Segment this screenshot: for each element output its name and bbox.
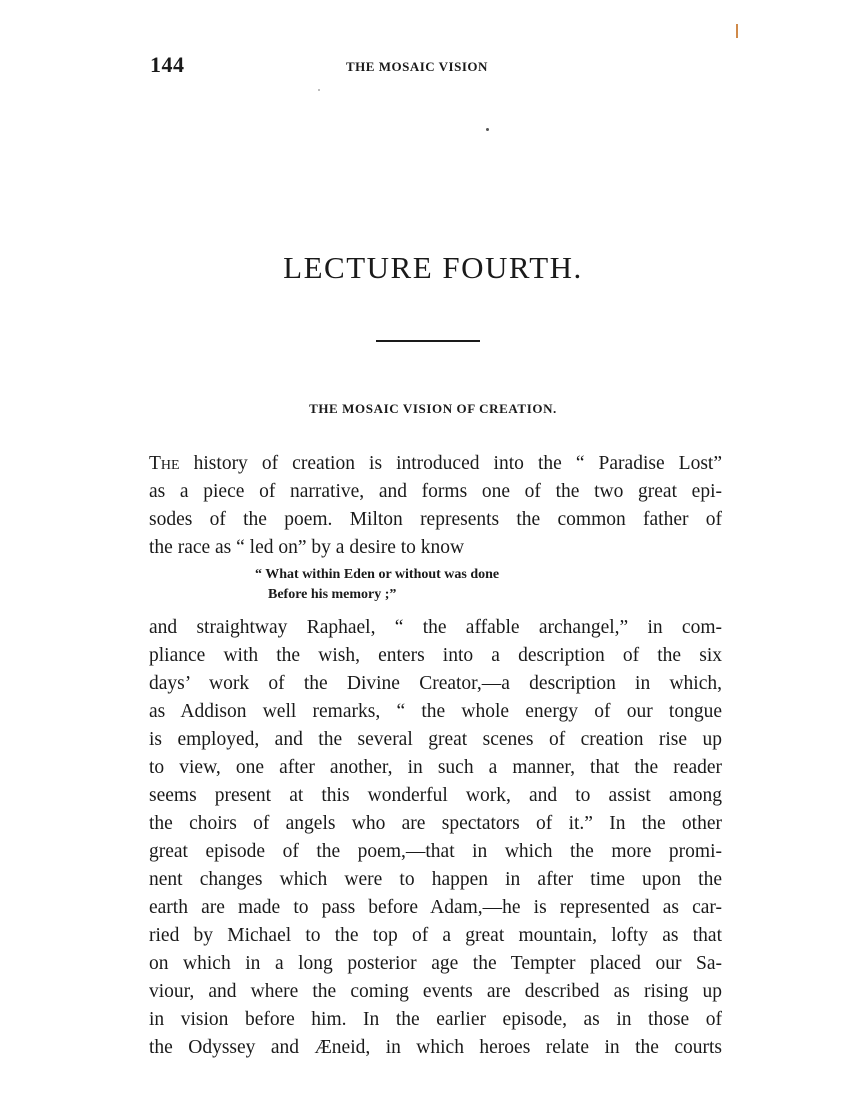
text-line: earth are made to pass before Adam,—he is represented as car-: [149, 897, 722, 918]
text-line: is employed, and the several great scenes of creation rise up: [149, 729, 722, 750]
text-line: in vision before him. In the earlier episode, as in those of: [149, 1009, 722, 1030]
running-head: THE MOSAIC VISION: [346, 59, 488, 74]
text-line: the Odyssey and Æneid, in which heroes relate in the courts: [149, 1037, 722, 1058]
text-line: nent changes which were to happen in after time upon the: [149, 869, 722, 890]
title-rule: [376, 340, 480, 342]
lecture-title: LECTURE FOURTH.: [283, 250, 583, 285]
text-line: the race as “ led on” by a desire to know: [149, 537, 465, 558]
text-line: ried by Michael to the top of a great mountain, lofty as that: [149, 925, 722, 946]
scan-speck: [486, 128, 489, 131]
drop-word: The: [149, 453, 180, 474]
scan-speck: [318, 89, 320, 91]
first-line-text: history of creation is introduced into the “ Paradise Lost”: [179, 453, 722, 474]
text-line: to view, one after another, in such a manner, that the reader: [149, 757, 722, 778]
text-line: and straightway Raphael, “ the affable archangel,” in com-: [149, 617, 722, 638]
section-heading: THE MOSAIC VISION OF CREATION.: [309, 401, 557, 416]
quote-line: Before his memory ;”: [268, 587, 397, 602]
text-line: as a piece of narrative, and forms one of the two great epi-: [149, 481, 722, 502]
text-line: the choirs of angels who are spectators of it.” In the other: [149, 813, 722, 834]
text-line: as Addison well remarks, “ the whole energy of our tongue: [149, 701, 722, 722]
page-number: 144: [150, 52, 185, 77]
scan-edge-mark: [736, 24, 738, 38]
text-line: sodes of the poem. Milton represents the common father of: [149, 509, 722, 530]
quote-line: “ What within Eden or without was done: [255, 567, 500, 582]
text-line: days’ work of the Divine Creator,—a description in which,: [149, 673, 722, 694]
text-line: on which in a long posterior age the Tempter placed our Sa-: [149, 953, 722, 974]
text-line: seems present at this wonderful work, and to assist among: [149, 785, 722, 806]
text-line: great episode of the poem,—that in which the more promi-: [149, 841, 722, 862]
text-line-1: [149, 452, 722, 476]
text-line: viour, and where the coming events are described as rising up: [149, 981, 722, 1002]
text-line: pliance with the wish, enters into a description of the six: [149, 645, 722, 666]
